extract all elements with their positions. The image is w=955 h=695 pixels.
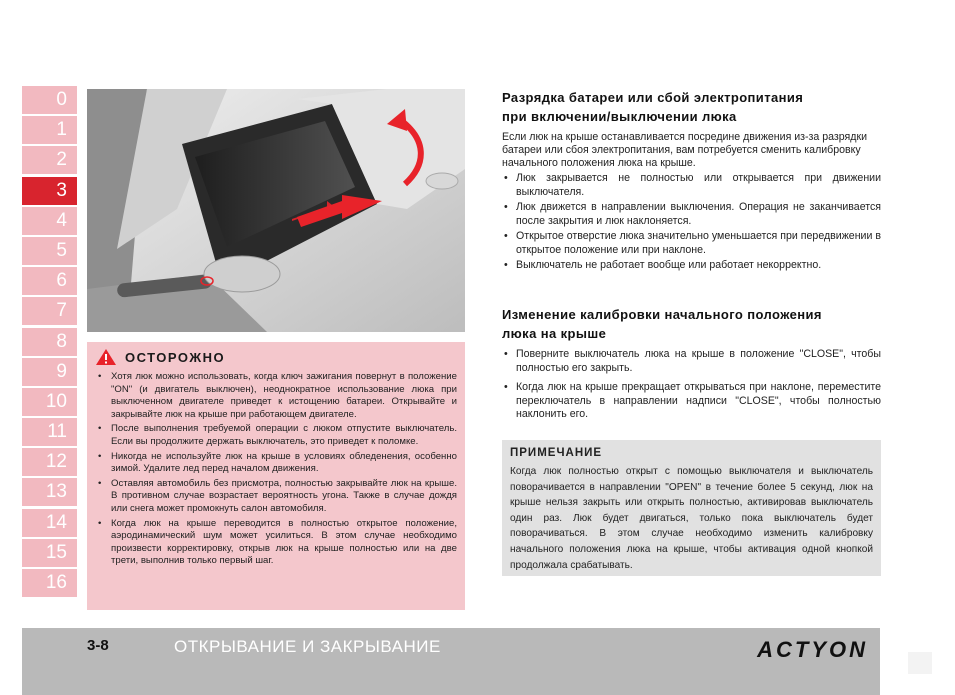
battery-item: • Люк движется в направлении выключения. Операция не заканчивается после закрытия и люк наклоняется.	[502, 201, 881, 228]
warning-item: • Оставляя автомобиль без присмотра, полностью закрывайте люк на крыше. В противном случае возрастает вероятность угона. Также в случае дождя или снега может промокнуть салон автомобиля.	[95, 478, 457, 516]
chapter-tab-15[interactable]: 15	[22, 539, 77, 567]
chapter-tab-1[interactable]: 1	[22, 116, 77, 144]
sunroof-photo	[87, 89, 465, 332]
battery-heading-line2: при включении/выключении люка	[502, 109, 737, 124]
warning-header	[95, 347, 457, 367]
warning-box	[87, 342, 465, 610]
warning-item: • Когда люк на крыше переводится в полностью открытое положение, аэродинамический шум может усилиться. В этом случае необходимо произвести корректировку, открыв люк на крыше полностью или на две трети, выполнив только первый шаг.	[95, 518, 457, 568]
calibration-heading-line1: Изменение калибровки начального положения	[502, 307, 822, 322]
chapter-tab-4[interactable]: 4	[22, 207, 77, 235]
battery-intro: Если люк на крыше останавливается посредине движения из-за разрядки батареи или сбоя электропитания, вам потребуется сменить калибровку начального положения люка на крыше.	[502, 131, 868, 169]
warning-item: • Хотя люк можно использовать, когда ключ зажигания повернут в положение "ON" (и двигатель выключен), неоднократное использование люка при выключенном двигателе приведет к истощению батареи. Открывайте и закрывайте люк на крыше при работающем двигателе.	[95, 371, 457, 421]
warning-title: ОСТОРОЖНО	[125, 349, 226, 365]
warning-item: • Никогда не используйте люк на крыше в условиях обледенения, особенно зимой. Удалите лед перед началом движения.	[95, 451, 457, 476]
section-title: ОТКРЫВАНИЕ И ЗАКРЫВАНИЕ	[174, 637, 441, 656]
chapter-tab-8[interactable]: 8	[22, 328, 77, 356]
chapter-tab-6[interactable]: 6	[22, 267, 77, 295]
battery-list	[502, 172, 881, 273]
page-number: 3-8	[87, 637, 109, 654]
page-footer	[22, 628, 880, 695]
chapter-tabs	[22, 86, 77, 599]
calibration-heading-line2: люка на крыше	[502, 326, 607, 341]
chapter-tab-2[interactable]: 2	[22, 146, 77, 174]
corner-mark	[908, 652, 932, 674]
chapter-tab-14[interactable]: 14	[22, 509, 77, 537]
calibration-item: • Когда люк на крыше прекращает открываться при наклоне, переместите переключатель в направлении надписи "CLOSE", чтобы полностью наклонить его.	[502, 381, 881, 422]
note-text: Когда люк полностью открыт с помощью выключателя и выключатель поворачивается в направлении "OPEN" в течение более 5 секунд, люк на крыше нельзя закрыть или открыть полностью, активировав выключатель один раз. Люк будет двигаться, только пока выключатель будет поворачиваться. В этом случае необходимо изменить калибровку начального положения люка на крыше, чтобы активация одной кнопкой продолжала срабатывать.	[510, 466, 873, 571]
warning-list	[95, 371, 457, 568]
chapter-tab-11[interactable]: 11	[22, 418, 77, 446]
calibration-item: • Поверните выключатель люка на крыше в положение "CLOSE", чтобы полностью его закрыть.	[502, 348, 881, 375]
chapter-tab-12[interactable]: 12	[22, 448, 77, 476]
chapter-tab-9[interactable]: 9	[22, 358, 77, 386]
battery-heading	[502, 88, 881, 126]
battery-heading-line1: Разрядка батареи или сбой электропитания	[502, 90, 804, 105]
calibration-section	[502, 305, 881, 424]
sunroof-illustration	[87, 89, 465, 332]
battery-item: • Открытое отверстие люка значительно уменьшается при передвижении в открытое положение или при наклоне.	[502, 230, 881, 257]
chapter-tab-3[interactable]: 3	[22, 177, 77, 205]
chapter-tab-7[interactable]: 7	[22, 297, 77, 325]
calibration-heading	[502, 305, 881, 343]
calibration-list	[502, 348, 881, 422]
brand-logo: ACTYON	[757, 637, 868, 662]
note-box	[502, 440, 881, 576]
warning-item: • После выполнения требуемой операции с люком отпустите выключатель. Если вы продолжите держать выключатель, это приведет к поломке.	[95, 423, 457, 448]
chapter-tab-5[interactable]: 5	[22, 237, 77, 265]
chapter-tab-13[interactable]: 13	[22, 478, 77, 506]
chapter-tab-0[interactable]: 0	[22, 86, 77, 114]
chapter-tab-16[interactable]: 16	[22, 569, 77, 597]
battery-item: • Люк закрывается не полностью или открывается при движении выключателя.	[502, 172, 881, 199]
battery-item: • Выключатель не работает вообще или работает некорректно.	[502, 259, 881, 273]
overhead-console	[204, 256, 280, 292]
battery-section	[502, 88, 881, 275]
note-title: ПРИМЕЧАНИЕ	[510, 447, 603, 459]
chapter-tab-10[interactable]: 10	[22, 388, 77, 416]
warning-icon	[95, 348, 117, 366]
